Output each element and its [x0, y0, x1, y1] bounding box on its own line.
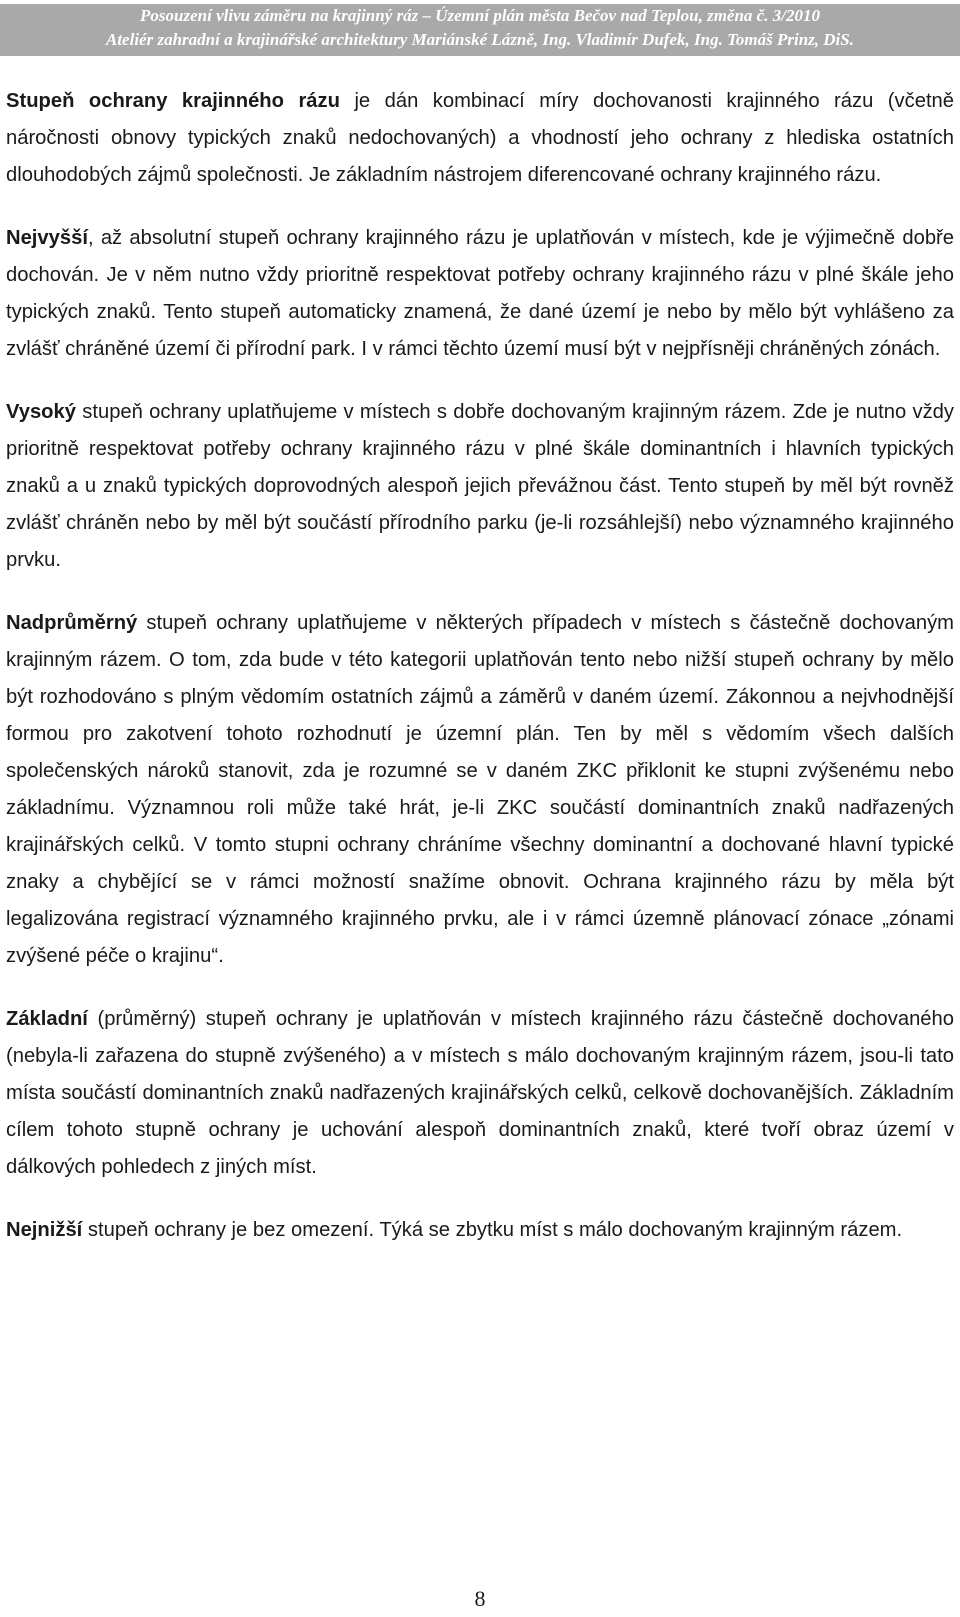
paragraph-text: je dán kombinací míry dochovanosti krajinného rázu (včetně náročnosti obnovy typických znaků nedochovaných) a vhodností jeho ochrany z hlediska ostatních dlouhodobých zájmů společnosti. Je základním nástrojem diferencované ochrany krajinného rázu.: [6, 90, 955, 186]
term-zakladni: Základní: [6, 1008, 88, 1030]
paragraph-definition: [6, 83, 954, 194]
term-vysoky: Vysoký: [6, 401, 76, 423]
paragraph-text: , až absolutní stupeň ochrany krajinného rázu je uplatňován v místech, kde je výjimečně dobře dochován. Je v něm nutno vždy prioritně respektovat potřeby ochrany krajinného rázu v plné škále jeho typických znaků. Tento stupeň automaticky znamená, že dané území je nebo by mělo být vyhlášeno za zvlášť chráněné území či přírodní park. I v rámci těchto území musí být v nejpřísněji chráněných zónách.: [6, 227, 954, 360]
paragraph-nejnizsi: [6, 1212, 954, 1249]
paragraph-text: (průměrný) stupeň ochrany je uplatňován v místech krajinného rázu částečně dochovaného (nebyla-li zařazena do stupně zvýšeného) a v místech s málo dochovaným krajinným rázem, jsou-li tato místa součástí dominantních znaků nadřazených krajinářských celků, celkově dochovanějších. Základním cílem tohoto stupně ochrany je uchování alespoň dominantních znaků, které tvoří obraz území v dálkových pohledech z jiných míst.: [6, 1008, 954, 1178]
page-header: [0, 4, 960, 56]
page-number: 8: [474, 1586, 486, 1611]
paragraph-nejvyssi: [6, 220, 954, 368]
paragraph-nadprumerny: [6, 605, 954, 975]
paragraph-text: stupeň ochrany uplatňujeme v některých případech v místech s částečně dochovaným krajinným rázem. O tom, zda bude v této kategorii uplatňován tento nebo nižší stupeň ochrany by mělo být rozhodováno s plným vědomím ostatních zájmů a záměrů v daném území. Zákonnou a nejvhodnější formou pro zakotvení tohoto rozhodnutí je územní plán. Ten by měl s vědomím všech dalších společenských nároků stanovit, zda je rozumné se v daném ZKC přiklonit ke stupni zvýšenému nebo základnímu. Významnou roli může také hrát, je-li ZKC součástí dominantních znaků nadřazených krajinářských celků. V tomto stupni ochrany chráníme všechny dominantní a dochované hlavní typické znaky a chybějící se v rámci možností snažíme obnovit. Ochrana krajinného rázu by měla být legalizována registrací významného krajinného prvku, ale i v rámci územně plánovací zónace „zónami zvýšené péče o krajinu“.: [6, 612, 954, 967]
document-body: [6, 83, 954, 1275]
paragraph-text: stupeň ochrany uplatňujeme v místech s dobře dochovaným krajinným rázem. Zde je nutno vždy prioritně respektovat potřeby ochrany krajinného rázu v plné škále dominantních i hlavních typických znaků a u znaků typických doprovodných alespoň jejich převážnou část. Tento stupeň by měl být rovněž zvlášť chráněn nebo by měl být součástí přírodního parku (je-li rozsáhlejší) nebo významného krajinného prvku.: [6, 401, 954, 571]
term-stupen-ochrany: Stupeň ochrany krajinného rázu: [6, 90, 340, 112]
paragraph-zakladni: [6, 1001, 954, 1186]
header-line-2: Ateliér zahradní a krajinářské architektury Mariánské Lázně, Ing. Vladimír Dufek, Ing. Tomáš Prinz, DiS.: [106, 30, 854, 49]
paragraph-vysoky: [6, 394, 954, 579]
term-nadprumerny: Nadprůměrný: [6, 612, 138, 634]
term-nejnizsi: Nejnižší: [6, 1219, 83, 1241]
term-nejvyssi: Nejvyšší: [6, 227, 88, 249]
paragraph-text: stupeň ochrany je bez omezení. Týká se zbytku míst s málo dochovaným krajinným rázem.: [82, 1219, 903, 1241]
header-line-1: Posouzení vlivu záměru na krajinný ráz – Územní plán města Bečov nad Teplou, změna č. 3/2010: [140, 6, 820, 25]
